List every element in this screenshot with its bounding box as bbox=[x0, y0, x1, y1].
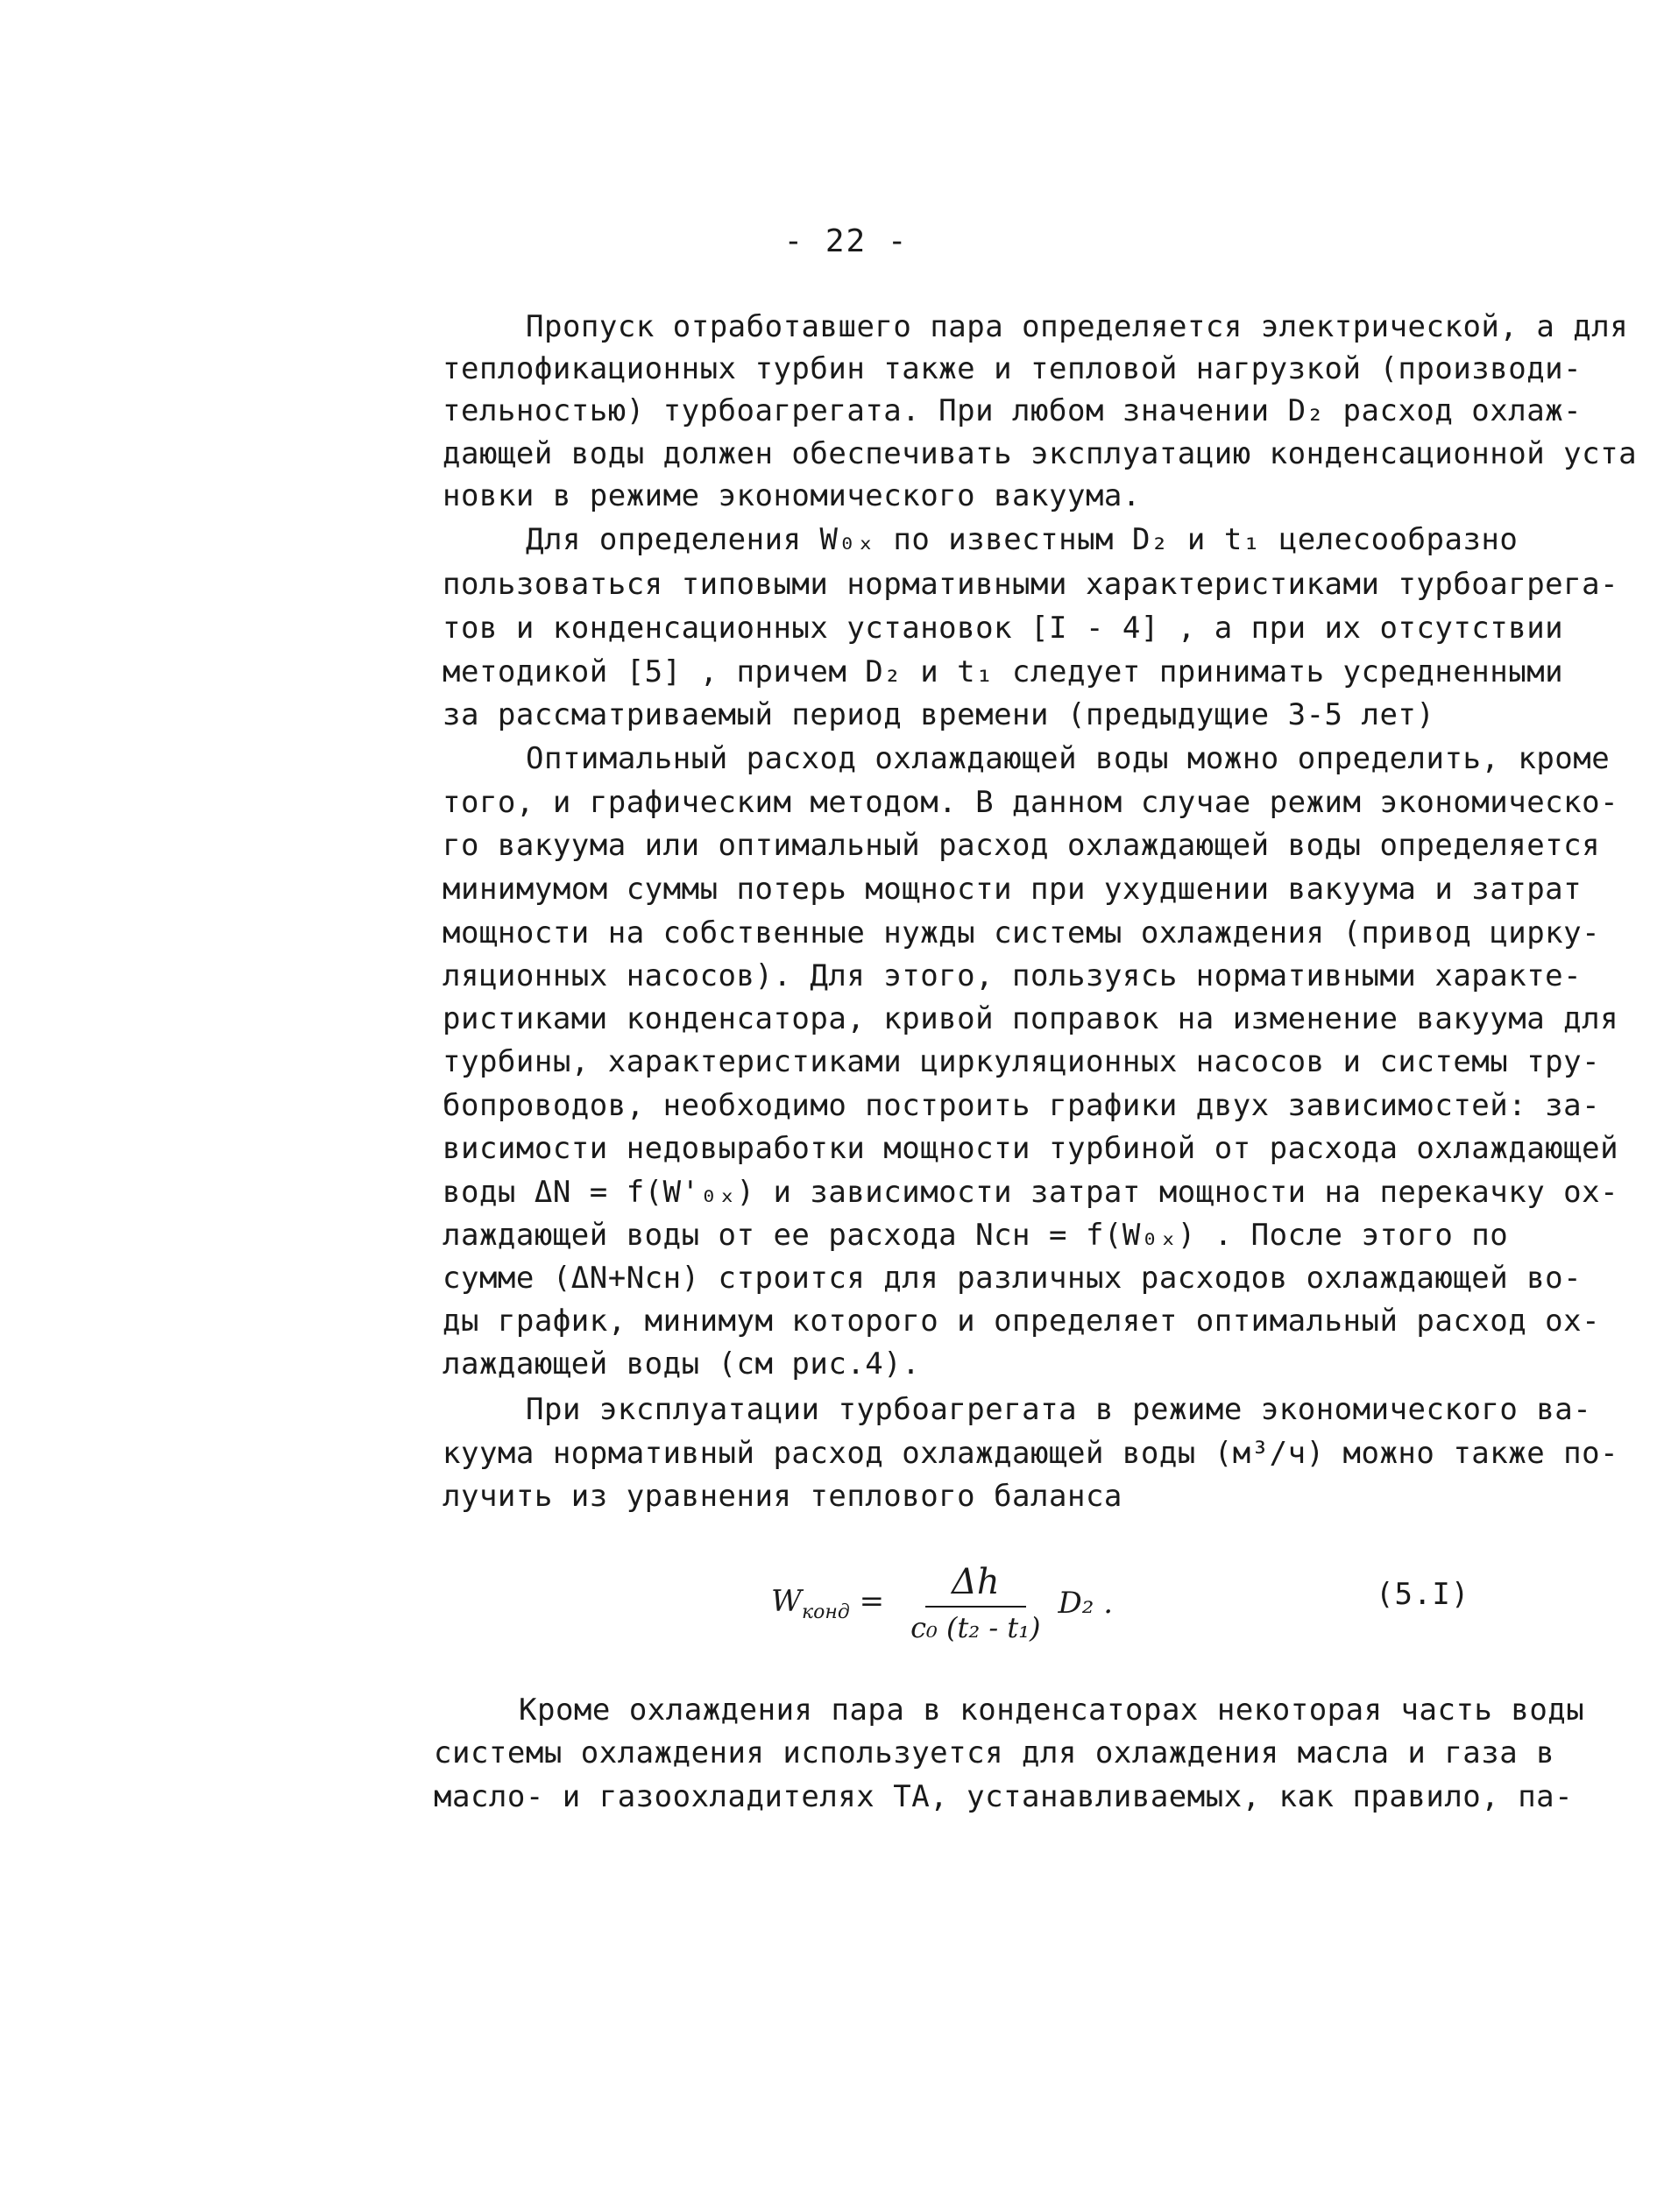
text-line: лаждающей воды от ее расхода Nсн = f(W₀ₓ) . После этого по bbox=[443, 1218, 1509, 1253]
text-line: ристиками конденсатора, кривой поправок на изменение вакуума для bbox=[443, 1001, 1619, 1036]
text-line: Пропуск отработавшего пара определяется электрической, а для bbox=[526, 309, 1629, 344]
equation-fraction bbox=[910, 1562, 1040, 1644]
text-line: ды график, минимум которого и определяет оптимальный расход ох- bbox=[443, 1304, 1601, 1339]
equation-lhs: $W_{конд}$ = bbox=[771, 1583, 885, 1623]
equation-numerator: Δh bbox=[925, 1562, 1026, 1608]
text-line: турбины, характеристиками циркуляционных насосов и системы тру- bbox=[443, 1044, 1601, 1079]
text-line: методикой [5] , причем D₂ и t₁ следует принимать усредненными bbox=[443, 654, 1564, 689]
text-line: масло- и газоохладителях ТА, устанавливаемых, как правило, па- bbox=[434, 1779, 1574, 1814]
text-line: того, и графическим методом. В данном случае режим экономическо- bbox=[443, 785, 1619, 820]
text-line: новки в режиме экономического вакуума. bbox=[443, 478, 1141, 513]
equation-rhs: D₂ . bbox=[1058, 1586, 1114, 1621]
text-line: пользоваться типовыми нормативными характеристиками турбоагрега- bbox=[443, 567, 1619, 602]
text-line: го вакуума или оптимальный расход охлаждающей воды определяется bbox=[443, 828, 1601, 863]
equation-lhs-symbol: W bbox=[771, 1583, 802, 1619]
text-line: системы охлаждения используется для охлаждения масла и газа в bbox=[434, 1735, 1555, 1770]
page-number: - 22 - bbox=[783, 223, 909, 259]
text-line: Кроме охлаждения пара в конденсаторах некоторая часть воды bbox=[519, 1693, 1585, 1728]
text-line: Оптимальный расход охлаждающей воды можно определить, кроме bbox=[526, 741, 1611, 776]
text-line: куума нормативный расход охлаждающей воды (м³/ч) можно также по- bbox=[443, 1436, 1619, 1471]
text-line: лучить из уравнения теплового баланса bbox=[443, 1479, 1122, 1514]
equation-number: (5.I) bbox=[1376, 1577, 1470, 1612]
text-line: лаждающей воды (см рис.4). bbox=[443, 1346, 921, 1382]
equation-denominator: c₀ (t₂ - t₁) bbox=[910, 1611, 1041, 1644]
text-line: мощности на собственные нужды системы охлаждения (привод цирку- bbox=[443, 915, 1601, 951]
text-line: Для определения W₀ₓ по известным D₂ и t₁ целесообразно bbox=[526, 522, 1519, 557]
text-line: тельностью) турбоагрегата. При любом значении D₂ расход охлаж- bbox=[443, 393, 1583, 428]
text-line: теплофикационных турбин также и тепловой нагрузкой (производи- bbox=[443, 351, 1583, 386]
text-line: При эксплуатации турбоагрегата в режиме экономического ва- bbox=[526, 1392, 1592, 1427]
equation-lhs-subscript: конд bbox=[801, 1601, 850, 1623]
equation-5-1 bbox=[771, 1555, 1113, 1651]
text-line: висимости недовыработки мощности турбиной от расхода охлаждающей bbox=[443, 1131, 1619, 1166]
text-line: воды ΔN = f(W'₀ₓ) и зависимости затрат мощности на перекачку ох- bbox=[443, 1175, 1619, 1210]
text-line: сумме (ΔN+Nсн) строится для различных расходов охлаждающей во- bbox=[443, 1261, 1583, 1296]
text-line: ляционных насосов). Для этого, пользуясь нормативными характе- bbox=[443, 958, 1583, 993]
text-line: за рассматриваемый период времени (предыдущие 3-5 лет) bbox=[443, 697, 1435, 732]
text-line: дающей воды должен обеспечивать эксплуатацию конденсационной уста bbox=[443, 436, 1638, 471]
text-line: минимумом суммы потерь мощности при ухудшении вакуума и затрат bbox=[443, 872, 1583, 907]
text-line: тов и конденсационных установок [I - 4] , а при их отсутствии bbox=[443, 611, 1564, 646]
text-line: бопроводов, необходимо построить графики двух зависимостей: за- bbox=[443, 1088, 1601, 1123]
